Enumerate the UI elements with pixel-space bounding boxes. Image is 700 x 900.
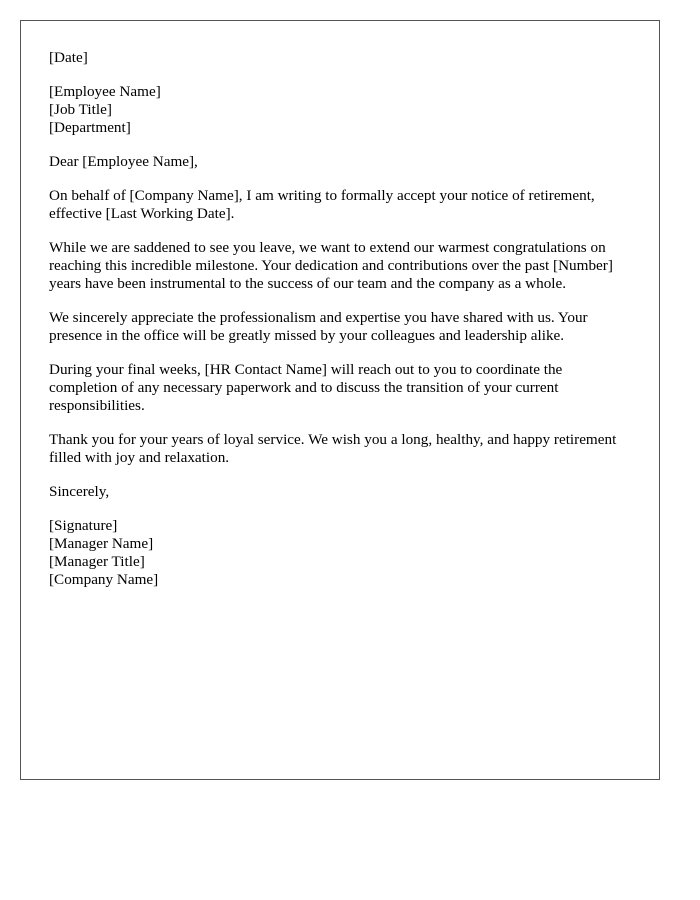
manager-name: [Manager Name] <box>49 535 154 552</box>
paragraph-thanks: Thank you for your years of loyal service. We wish you a long, healthy, and happy retirement filled with joy and relaxation. <box>49 431 617 466</box>
manager-title: [Manager Title] <box>49 553 145 570</box>
signature-placeholder: [Signature] <box>49 517 118 534</box>
recipient-title: [Job Title] <box>49 101 112 118</box>
paragraph-transition: During your final weeks, [HR Contact Name] will reach out to you to coordinate the completion of any necessary paperwork and to discuss the transition of your current responsibilities. <box>49 361 563 414</box>
company-name: [Company Name] <box>49 571 159 588</box>
closing: Sincerely, <box>49 483 110 500</box>
letter-date: [Date] <box>49 49 88 66</box>
paragraph-congratulations: While we are saddened to see you leave, we want to extend our warmest congratulations on reaching this incredible milestone. Your dedication and contributions over the past [Number] years have been instrumental to the success of our team and the company as a whole. <box>49 239 613 292</box>
recipient-department: [Department] <box>49 119 131 136</box>
paragraph-appreciation: We sincerely appreciate the professionalism and expertise you have shared with us. Your presence in the office will be greatly missed by your colleagues and leadership alike. <box>49 309 588 344</box>
date-line <box>49 49 631 67</box>
recipient-name: [Employee Name] <box>49 83 161 100</box>
salutation: Dear [Employee Name], <box>49 153 198 170</box>
signature-block <box>49 517 631 589</box>
letter-page <box>20 20 660 780</box>
recipient-block <box>49 83 631 137</box>
paragraph-acceptance: On behalf of [Company Name], I am writing to formally accept your notice of retirement, effective [Last Working Date]. <box>49 187 595 222</box>
